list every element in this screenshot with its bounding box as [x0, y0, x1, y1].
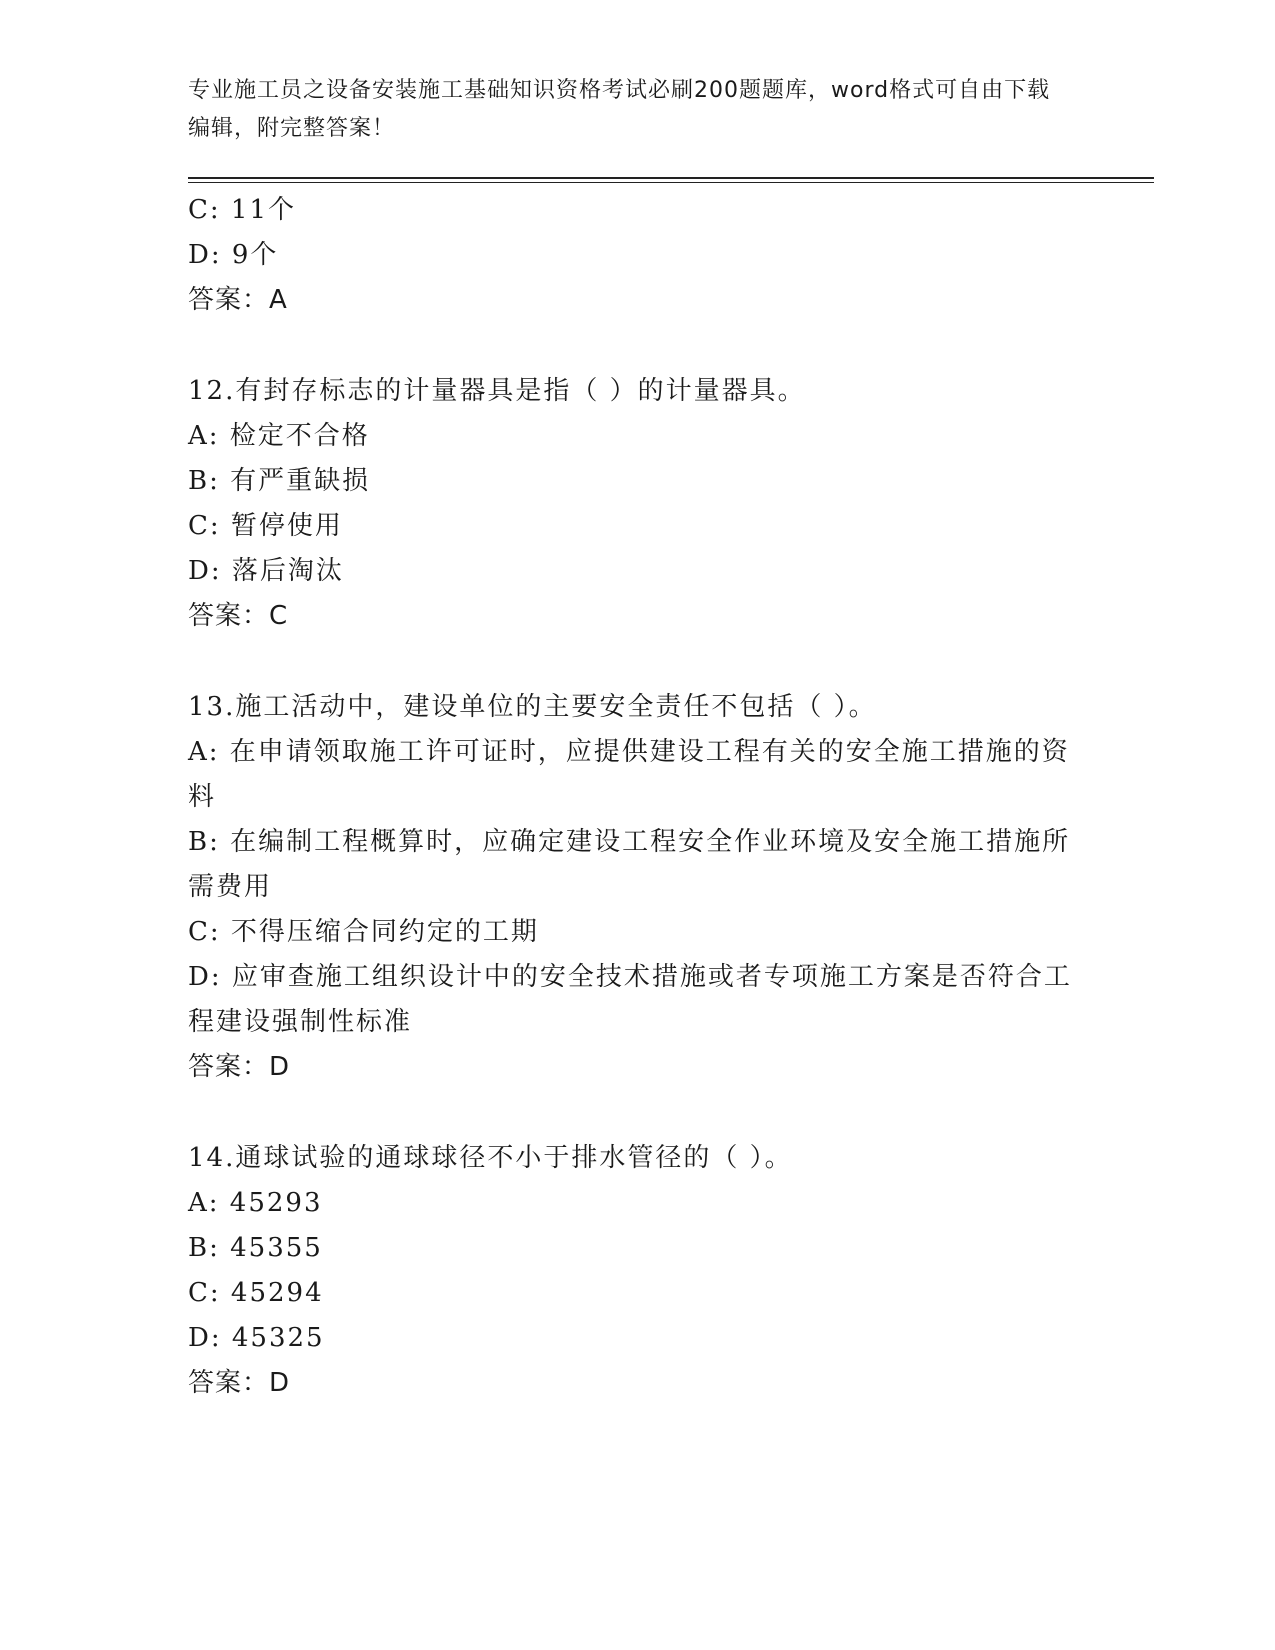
answer-label: 答案：C — [188, 601, 289, 631]
header-title: 专业施工员之设备安装施工基础知识资格考试必刷200题题库，word格式可自由下载编辑，附完整答案！ — [188, 78, 1051, 141]
header-rule-thick — [188, 177, 1154, 179]
answer-label: 答案：D — [188, 1052, 291, 1082]
option-c: C: 暂停使用 — [188, 511, 343, 541]
question-stem: 13.施工活动中，建设单位的主要安全责任不包括（ ）。 — [188, 692, 877, 722]
question-stem: 14.通球试验的通球球径不小于排水管径的（ ）。 — [188, 1143, 793, 1173]
option-d: D: 9个 — [188, 240, 279, 270]
question-block-13 — [188, 685, 1078, 1090]
option-a: A: 检定不合格 — [188, 421, 370, 451]
question-block-14 — [188, 1136, 1078, 1406]
option-b: B: 有严重缺损 — [188, 466, 371, 496]
answer-label: 答案：A — [188, 285, 288, 315]
document-header — [188, 72, 1068, 148]
option-a: A: 在申请领取施工许可证时，应提供建设工程有关的安全施工措施的资料 — [188, 737, 1070, 812]
option-a: A: 45293 — [188, 1188, 323, 1218]
answer-label: 答案：D — [188, 1368, 291, 1398]
option-d: D: 落后淘汰 — [188, 556, 344, 586]
question-stem: 12.有封存标志的计量器具是指（ ）的计量器具。 — [188, 376, 806, 406]
option-d: D: 应审查施工组织设计中的安全技术措施或者专项施工方案是否符合工程建设强制性标准 — [188, 962, 1072, 1037]
option-c: C: 45294 — [188, 1278, 324, 1308]
question-block-11-tail — [188, 188, 1078, 323]
question-block-12 — [188, 369, 1078, 639]
option-c: C: 不得压缩合同约定的工期 — [188, 917, 539, 947]
option-b: B: 45355 — [188, 1233, 323, 1263]
document-body — [188, 188, 1078, 1452]
header-rule-thin — [188, 182, 1154, 183]
option-c: C: 11个 — [188, 195, 297, 225]
option-b: B: 在编制工程概算时，应确定建设工程安全作业环境及安全施工措施所需费用 — [188, 827, 1071, 902]
option-d: D: 45325 — [188, 1323, 325, 1353]
